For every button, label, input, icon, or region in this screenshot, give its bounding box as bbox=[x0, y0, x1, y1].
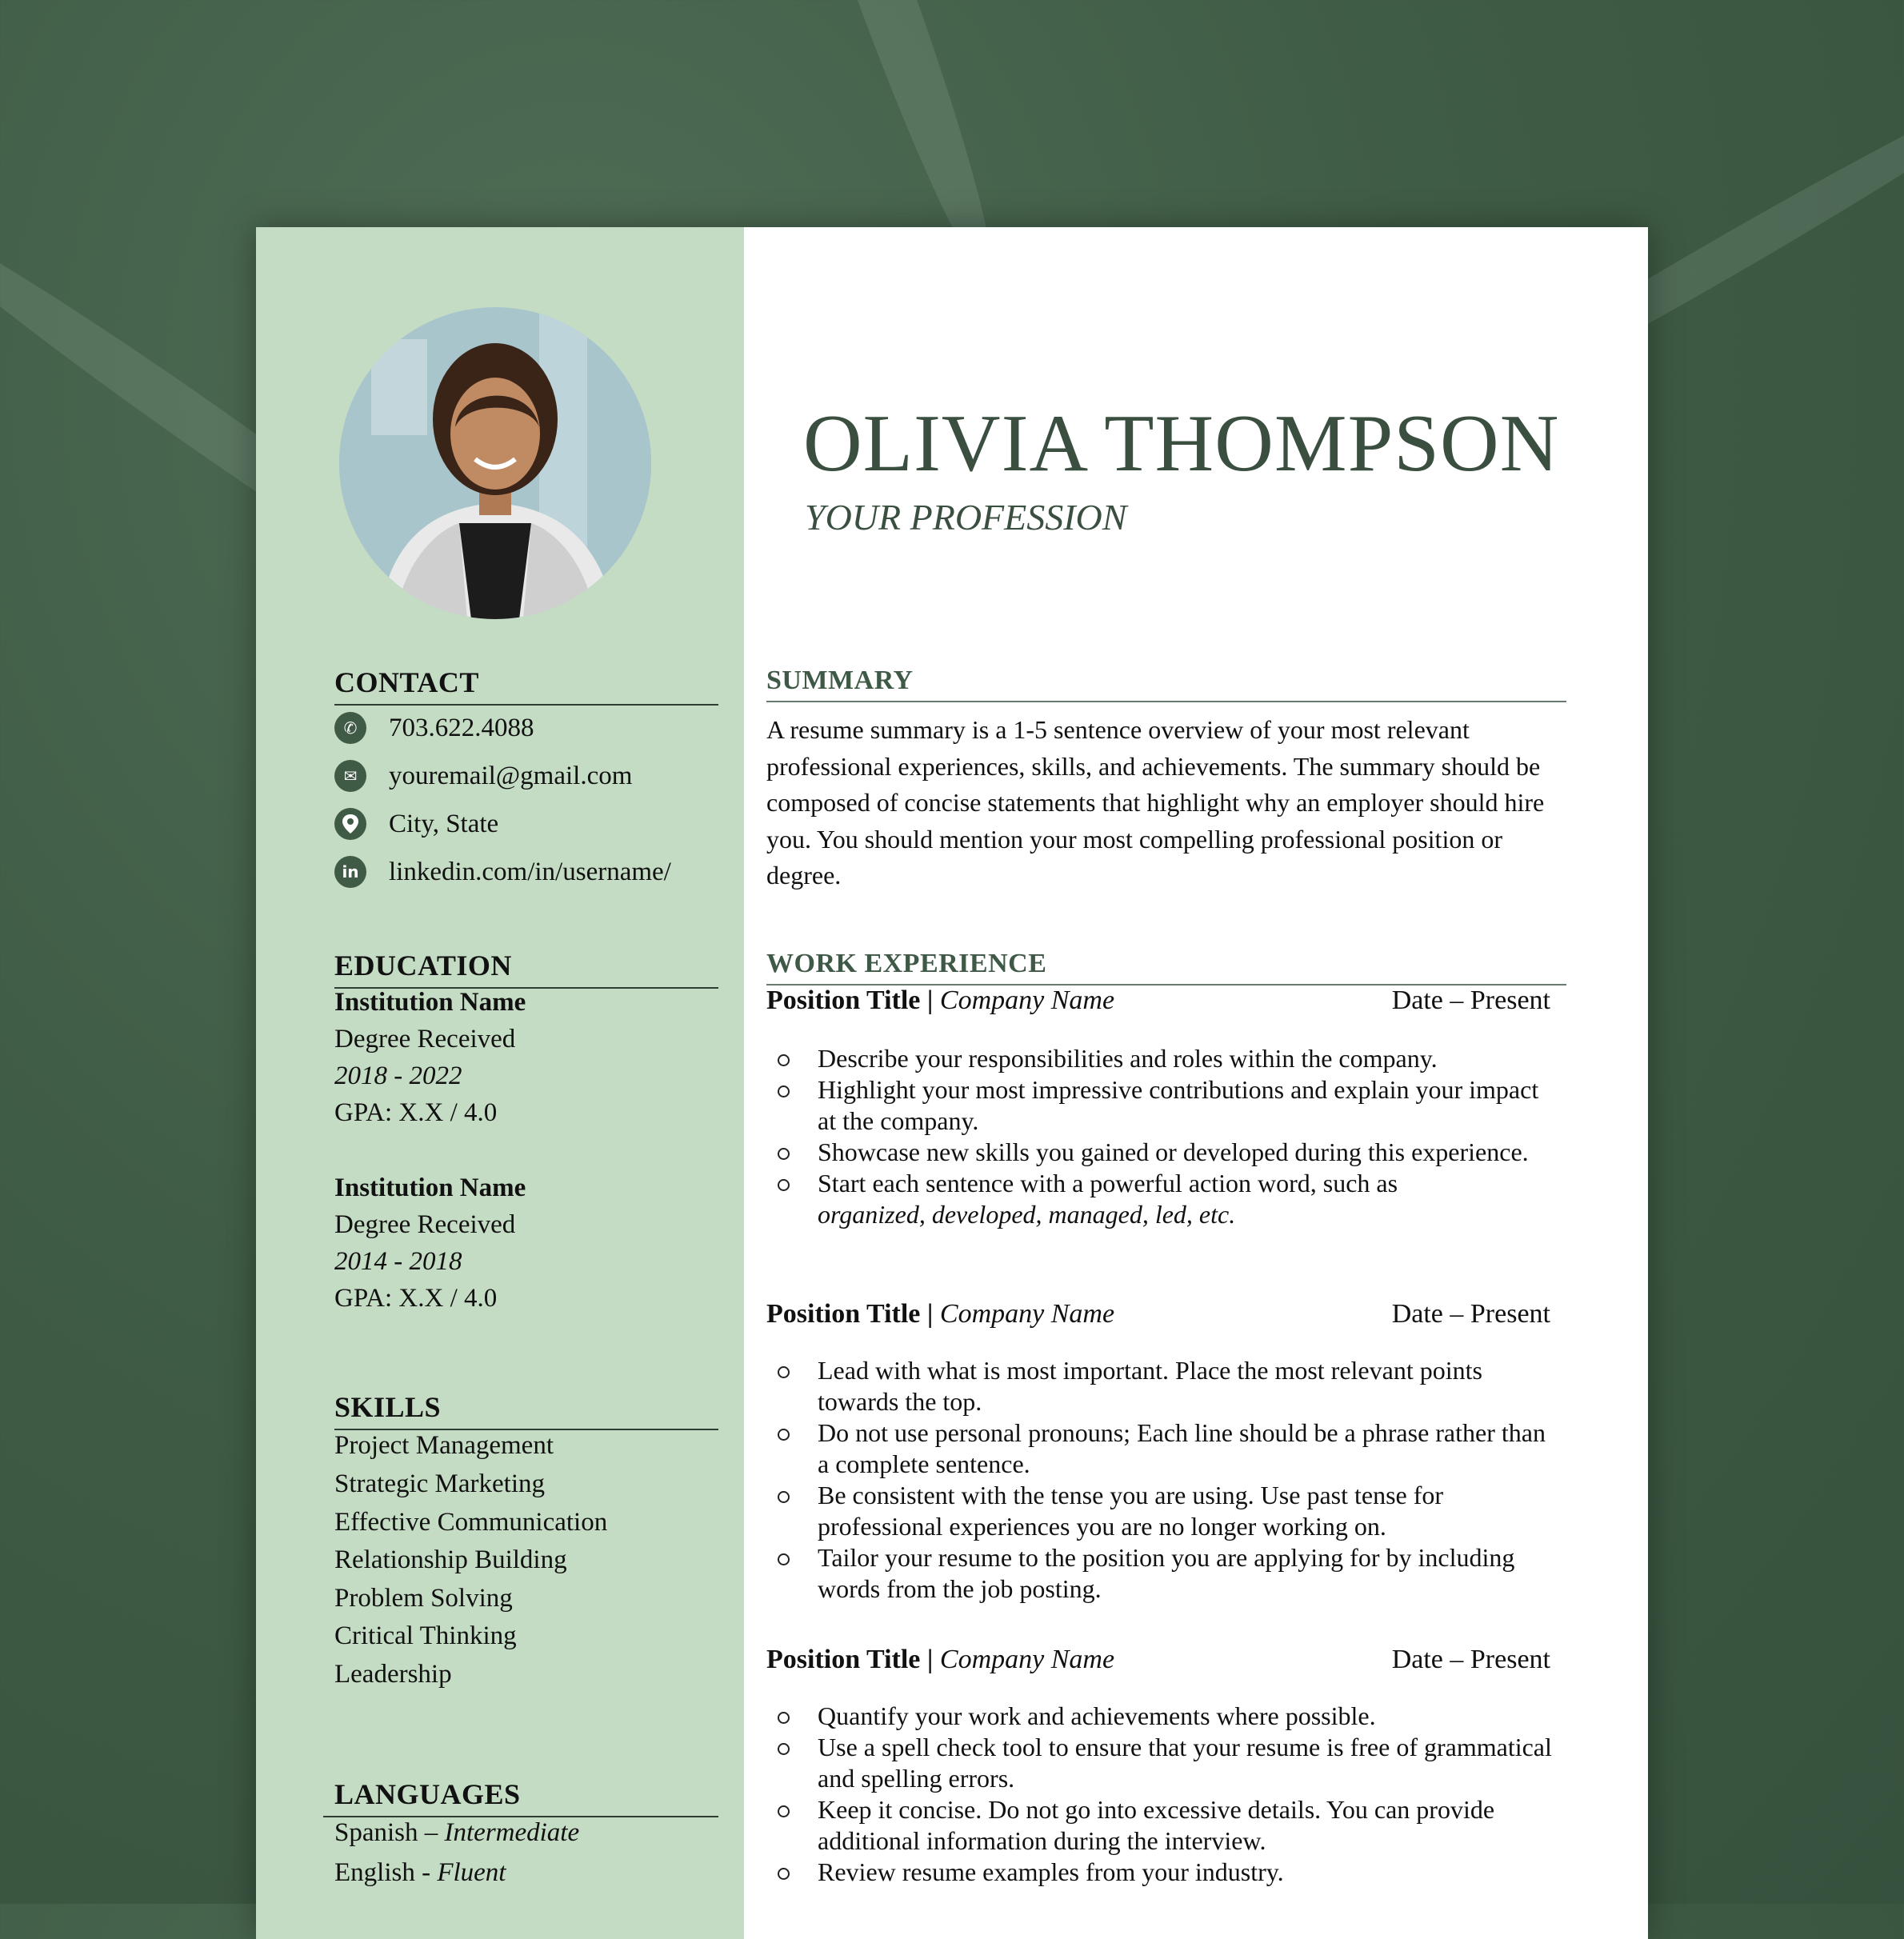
list-item: Do not use personal pronouns; Each line should be a phrase rather than a complete sentence. bbox=[774, 1417, 1558, 1480]
edu-1-years: 2018 - 2022 bbox=[334, 1061, 462, 1090]
languages-heading: LANGUAGES bbox=[323, 1777, 718, 1817]
edu-1-degree: Degree Received bbox=[334, 1025, 516, 1053]
edu-2-institution: Institution Name bbox=[334, 1173, 526, 1202]
skills-heading: SKILLS bbox=[334, 1390, 718, 1430]
edu-1-gpa: GPA: X.X / 4.0 bbox=[334, 1098, 498, 1127]
location-text: City, State bbox=[389, 809, 499, 838]
phone-icon: ✆ bbox=[334, 712, 366, 744]
job-3-bullets bbox=[774, 1701, 1558, 1888]
list-item: Use a spell check tool to ensure that your resume is free of grammatical and spelling errors. bbox=[774, 1732, 1558, 1794]
sidebar bbox=[256, 227, 744, 1939]
list-item: Start each sentence with a powerful action word, such as organized, developed, managed, led, etc. bbox=[774, 1168, 1558, 1230]
location-pin-icon bbox=[334, 808, 366, 840]
job-2-header: Position Title | Company Name Date – Present bbox=[766, 1299, 1550, 1329]
work-experience-heading: WORK EXPERIENCE bbox=[766, 949, 1566, 985]
skill-item: Relationship Building bbox=[334, 1545, 567, 1574]
list-item: Showcase new skills you gained or developed during this experience. bbox=[774, 1137, 1558, 1168]
skill-item: Leadership bbox=[334, 1660, 452, 1689]
list-item: Highlight your most impressive contributions and explain your impact at the company. bbox=[774, 1074, 1558, 1137]
list-item: Lead with what is most important. Place the most relevant points towards the top. bbox=[774, 1355, 1558, 1417]
linkedin-text: linkedin.com/in/username/ bbox=[389, 857, 671, 886]
company-name: Company Name bbox=[939, 985, 1115, 1015]
edu-2-gpa: GPA: X.X / 4.0 bbox=[334, 1284, 498, 1313]
skill-item: Critical Thinking bbox=[334, 1621, 517, 1650]
contact-email bbox=[334, 758, 632, 794]
profile-photo bbox=[339, 307, 651, 619]
job-3-header: Position Title | Company Name Date – Present bbox=[766, 1645, 1550, 1674]
candidate-name: OLIVIA THOMPSON bbox=[803, 398, 1560, 489]
phone-text: 703.622.4088 bbox=[389, 713, 534, 742]
job-1-bullets bbox=[774, 1043, 1558, 1230]
language-item-spanish: Spanish – Intermediate bbox=[334, 1818, 580, 1847]
contact-location bbox=[334, 806, 498, 842]
list-item: Review resume examples from your industry. bbox=[774, 1857, 1558, 1888]
education-heading: EDUCATION bbox=[334, 949, 718, 989]
skill-item: Strategic Marketing bbox=[334, 1469, 546, 1498]
company-name: Company Name bbox=[939, 1645, 1115, 1674]
email-icon: ✉ bbox=[334, 760, 366, 792]
list-item: Keep it concise. Do not go into excessive details. You can provide additional information during the interview. bbox=[774, 1794, 1558, 1857]
list-item: Describe your responsibilities and roles within the company. bbox=[774, 1043, 1558, 1074]
job-date: Date – Present bbox=[1391, 1645, 1550, 1674]
edu-1-institution: Institution Name bbox=[334, 988, 526, 1017]
edu-2-degree: Degree Received bbox=[334, 1210, 516, 1239]
job-title: Position Title bbox=[766, 985, 921, 1015]
skill-item: Problem Solving bbox=[334, 1584, 513, 1613]
skill-item: Effective Communication bbox=[334, 1508, 608, 1537]
portrait-image bbox=[339, 307, 651, 619]
email-text: youremail@gmail.com bbox=[389, 761, 633, 790]
summary-heading: SUMMARY bbox=[766, 666, 1566, 702]
language-item-english: English - Fluent bbox=[334, 1858, 506, 1887]
resume-page bbox=[256, 227, 1648, 1939]
skill-item: Project Management bbox=[334, 1431, 554, 1460]
list-item: Quantify your work and achievements where possible. bbox=[774, 1701, 1558, 1732]
job-date: Date – Present bbox=[1391, 1299, 1550, 1329]
list-item: Be consistent with the tense you are using. Use past tense for professional experiences you are no longer working on. bbox=[774, 1480, 1558, 1542]
contact-linkedin bbox=[334, 854, 671, 890]
job-title: Position Title bbox=[766, 1299, 921, 1329]
list-item: Tailor your resume to the position you are applying for by including words from the job posting. bbox=[774, 1542, 1558, 1605]
linkedin-icon: in bbox=[334, 856, 366, 888]
job-1-header: Position Title | Company Name Date – Present bbox=[766, 985, 1550, 1015]
contact-phone bbox=[334, 710, 534, 746]
summary-text: A resume summary is a 1-5 sentence overview of your most relevant professional experiences, skills, and achievements. The summary should be composed of concise statements that highlight why an employer should hire you. You should mention your most compelling professional position or degree. bbox=[766, 715, 1545, 890]
company-name: Company Name bbox=[939, 1299, 1115, 1329]
job-title: Position Title bbox=[766, 1645, 921, 1674]
job-date: Date – Present bbox=[1391, 985, 1550, 1015]
candidate-profession: YOUR PROFESSION bbox=[805, 497, 1127, 538]
contact-heading: CONTACT bbox=[334, 666, 718, 706]
edu-2-years: 2014 - 2018 bbox=[334, 1247, 462, 1276]
job-2-bullets bbox=[774, 1355, 1558, 1605]
